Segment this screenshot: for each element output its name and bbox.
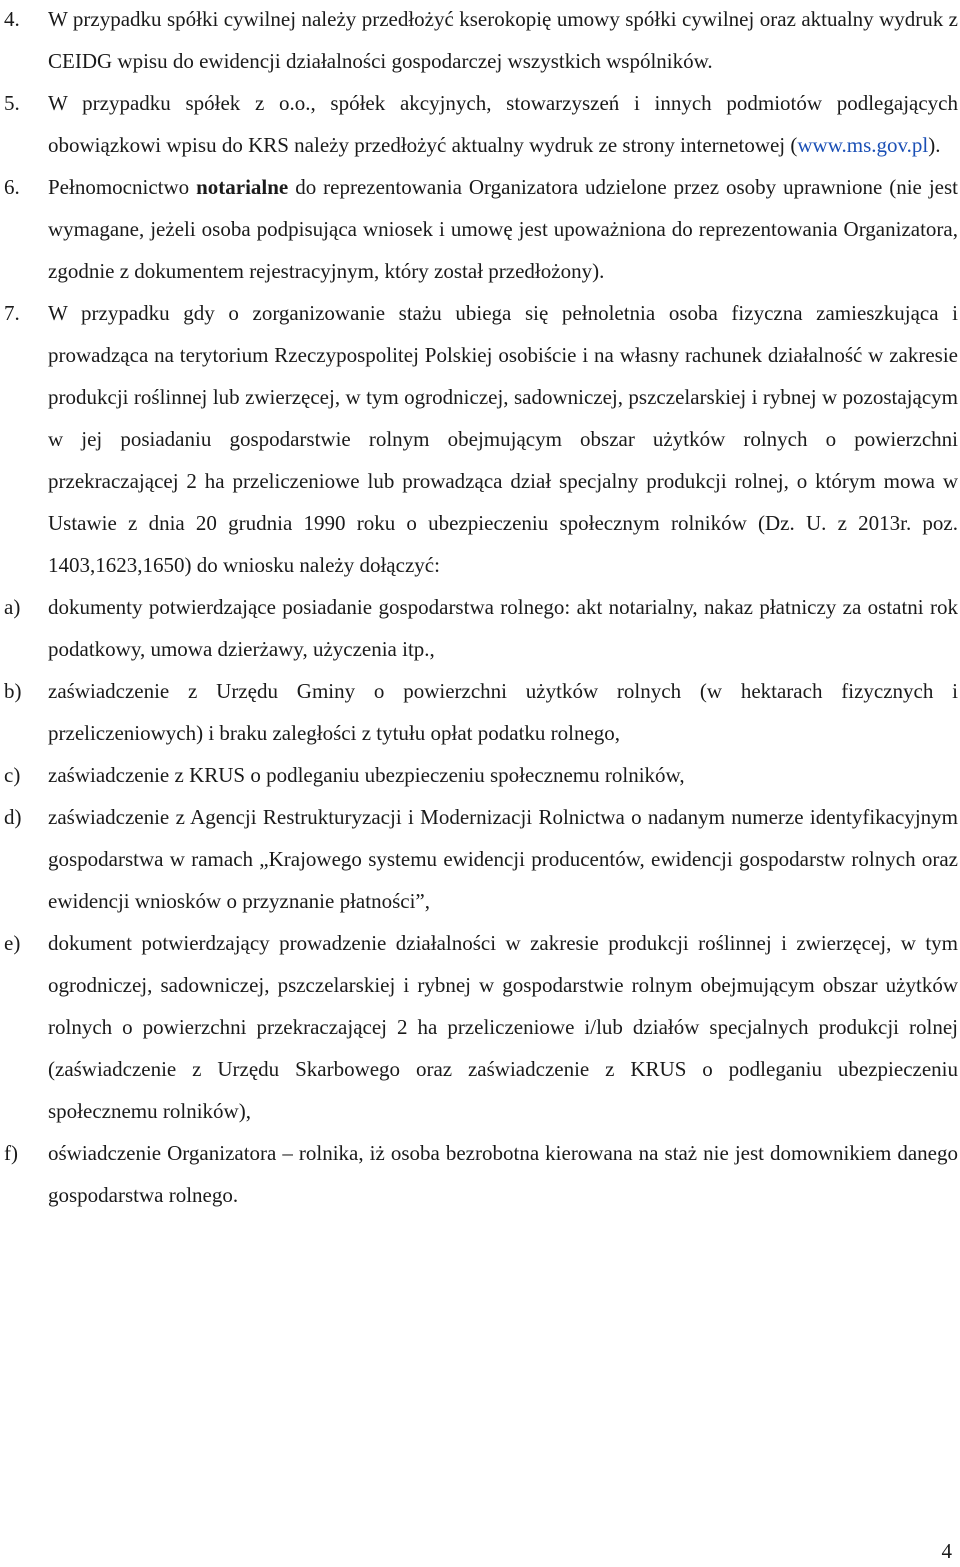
list-item-6 <box>4 166 958 292</box>
text-segment: ). <box>928 133 941 157</box>
list-item-f <box>4 1132 958 1216</box>
list-item-text: zaświadczenie z Urzędu Gminy o powierzchni użytków rolnych (w hektarach fizycznych i przeliczeniowych) i braku zaległości z tytułu opłat podatku rolnego, <box>48 679 958 745</box>
krs-website-link[interactable]: www.ms.gov.pl <box>797 133 929 157</box>
list-marker: c) <box>4 763 21 787</box>
list-item-text <box>48 166 958 292</box>
page-number: 4 <box>941 1539 952 1563</box>
list-item-text <box>48 82 958 166</box>
list-marker: 6. <box>4 175 20 199</box>
list-item-5 <box>4 82 958 166</box>
list-marker: a) <box>4 595 21 619</box>
list-item-text: dokumenty potwierdzające posiadanie gospodarstwa rolnego: akt notarialny, nakaz płatniczy za ostatni rok podatkowy, umowa dzierżawy, użyczenia itp., <box>48 595 958 661</box>
list-item-text: zaświadczenie z KRUS o podleganiu ubezpieczeniu społecznemu rolników, <box>48 763 685 787</box>
list-item-text: dokument potwierdzający prowadzenie działalności w zakresie produkcji roślinnej i zwierzęcej, w tym ogrodniczej, sadowniczej, pszczelarskiej i rybnej w gospodarstwie rolnym obejmującym obszar użytków rolnych o powierzchni przekraczającej 2 ha przeliczeniowe i/lub działów specjalnych produkcji rolnej (zaświadczenie z Urzędu Skarbowego oraz zaświadczenie z KRUS o podleganiu ubezpieczeniu społecznemu rolników), <box>48 931 958 1123</box>
text-segment: W przypadku spółek z o.o., spółek akcyjnych, stowarzyszeń i innych podmiotów podlegających obowiązkowi wpisu do KRS należy przedłożyć aktualny wydruk ze strony internetowej ( <box>48 91 958 157</box>
list-item-e <box>4 922 958 1132</box>
text-segment: Pełnomocnictwo <box>48 175 197 199</box>
list-item-text: W przypadku spółki cywilnej należy przedłożyć kserokopię umowy spółki cywilnej oraz aktualny wydruk z CEIDG wpisu do ewidencji działalności gospodarczej wszystkich wspólników. <box>48 7 958 73</box>
list-marker: 5. <box>4 91 20 115</box>
list-marker: e) <box>4 931 21 955</box>
list-marker: f) <box>4 1141 18 1165</box>
list-item-d <box>4 796 958 922</box>
emphasis-notarialne: notarialne <box>196 175 289 199</box>
text-segment: do reprezentowania Organizatora udzielone przez osoby uprawnione (nie jest wymagane, jeżeli osoba podpisująca wniosek i umowę jest upoważniona do reprezentowania Organizatora, zgodnie z dokumentem rejestracyjnym, który został przedłożony). <box>48 175 958 283</box>
list-item-text: zaświadczenie z Agencji Restrukturyzacji i Modernizacji Rolnictwa o nadanym numerze identyfikacyjnym gospodarstwa w ramach „Krajowego systemu ewidencji producentów, ewidencji gospodarstw rolnych oraz ewidencji wniosków o przyznanie płatności”, <box>48 805 958 913</box>
list-item-7 <box>4 292 958 586</box>
list-item-text: W przypadku gdy o zorganizowanie stażu ubiega się pełnoletnia osoba fizyczna zamieszkująca i prowadząca na terytorium Rzeczypospolitej Polskiej osobiście i na własny rachunek działalność w zakresie produkcji roślinnej lub zwierzęcej, w tym ogrodniczej, sadowniczej, pszczelarskiej i rybnej w pozostającym w jej posiadaniu gospodarstwie rolnym obejmującym obszar użytków rolnych o powierzchni przekraczającej 2 ha przeliczeniowe lub prowadząca dział specjalny produkcji rolnej, o którym mowa w Ustawie z dnia 20 grudnia 1990 roku o ubezpieczeniu społecznym rolników (Dz. U. z 2013r. poz. 1403,1623,1650) do wniosku należy dołączyć: <box>48 301 958 577</box>
list-item-a <box>4 586 958 670</box>
list-item-b <box>4 670 958 754</box>
list-item-c <box>4 754 958 796</box>
document-body <box>4 0 958 1216</box>
list-marker: d) <box>4 805 22 829</box>
list-item-text: oświadczenie Organizatora – rolnika, iż osoba bezrobotna kierowana na staż nie jest domownikiem danego gospodarstwa rolnego. <box>48 1141 958 1207</box>
list-marker: 4. <box>4 7 20 31</box>
list-marker: b) <box>4 679 22 703</box>
list-item-4 <box>4 0 958 82</box>
list-marker: 7. <box>4 301 20 325</box>
